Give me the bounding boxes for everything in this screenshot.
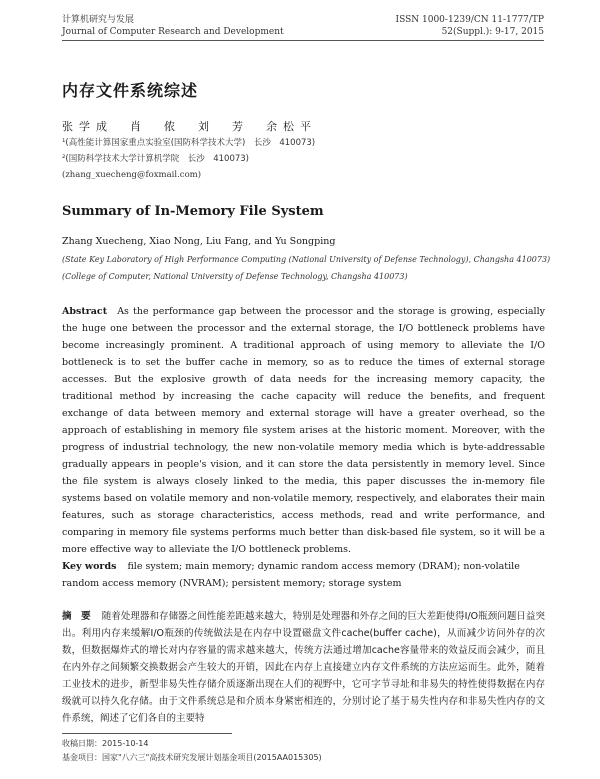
abstract-en <box>62 303 545 558</box>
authors-en: Zhang Xuecheng, Xiao Nong, Liu Fang, and Yu Songping <box>62 236 336 247</box>
footnote-funding: 基金项目：国家"八六三"高技术研究发展计划基金项目(2015AA015305) <box>62 753 322 762</box>
issn-line: ISSN 1000-1239/CN 11-1777/TP <box>395 15 544 25</box>
abstract-cn-label: 摘 要 <box>62 611 91 622</box>
affiliation-cn-2: ²(国防科学技术大学计算机学院 长沙 410073) <box>62 154 249 164</box>
affiliation-en-1: (State Key Laboratory of High Performance Computing (National University of Defense Technology), Changsha 410073) <box>62 255 551 264</box>
volume-line: 52(Suppl.): 9-17, 2015 <box>441 27 544 37</box>
journal-name-cn: 计算机研究与发展 <box>62 15 135 25</box>
abstract-cn <box>62 608 545 727</box>
title-cn: 内存文件系统综述 <box>62 81 199 100</box>
keywords-en <box>62 558 545 592</box>
author-email: (zhang_xuecheng@foxmail.com) <box>62 170 202 180</box>
running-header-right <box>396 14 544 38</box>
keywords-label: Key words <box>62 561 117 572</box>
keywords-text: file system; main memory; dynamic random access memory (DRAM); non-volatile random access memory (NVRAM); persistent memory; storage system <box>62 561 520 589</box>
authors-cn: 张学成 肖 侬 刘 芳 余松平 <box>62 120 317 133</box>
header-rule <box>62 40 544 41</box>
running-header-left <box>62 14 284 38</box>
abstract-cn-text: 随着处理器和存储器之间性能差距越来越大，特别是处理器和外存之间的巨大差距使得I/O瓶颈问题日益突出。利用内存来缓解I/O瓶颈的传统做法是在内存中设置磁盘文件cache(buffer cache)，从而减少访问外存的次数，但数据爆炸式的增长对内存容量的需求越来越大，传统方法通过增加cache容量带来的效益反而会减少，而且在内外存之间频繁交换数据会产生较大的开销，因此在内存上直接建立内存文件系统的方法应运而生。此外，随着工业技术的进步，新型非易失性存储介质逐渐出现在人们的视野中，它可字节寻址和非易失的特性使得数据在内存级就可以持久化存储。由于文件系统总是和介质本身紧密相连的，分别讨论了基于易失性内存和非易失性内存的文件系统，阐述了它们各自的主要特 <box>62 611 545 724</box>
journal-name-en: Journal of Computer Research and Development <box>62 27 284 37</box>
abstract-label: Abstract <box>62 306 108 317</box>
affiliation-en-2: (College of Computer, National University of Defense Technology, Changsha 410073) <box>62 272 408 281</box>
title-en: Summary of In-Memory File System <box>62 204 324 219</box>
footnote-rule <box>62 733 232 734</box>
abstract-text: As the performance gap between the processor and the storage is growing, especially the huge one between the processor and the external storage, the I/O bottleneck problems have become increasingly prominent. A traditional approach of using memory to alleviate the I/O bottleneck is to set the buffer cache in memory, so as to reduce the times of external storage accesses. But the explosive growth of data needs for the increasing memory capacity, the traditional method by increasing the cache capacity will reduce the benefits, and frequent exchange of data between memory and external storage will have a greater overhead, so the approach of establishing in memory file system arises at the historic moment. Moreover, with the progress of industrial technology, the new non-volatile memory media which is byte-addressable gradually appears in people's vision, and it can store the data persistently in memory level. Since the file system is always closely linked to the media, this paper discusses the in-memory file systems based on volatile memory and non-volatile memory, respectively, and elaborates their main features, such as storage characteristics, access methods, read and write performance, and comparing in memory file systems performs much better than disk-based file system, so it will be a more effective way to alleviate the I/O bottleneck problems. <box>62 306 545 555</box>
affiliation-cn-1: ¹(高性能计算国家重点实验室(国防科学技术大学) 长沙 410073) <box>62 138 316 148</box>
footnote-received: 收稿日期：2015-10-14 <box>62 739 149 748</box>
